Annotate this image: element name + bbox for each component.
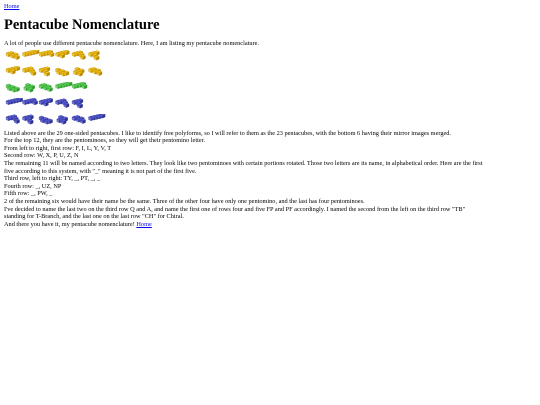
text-line-6: Third row, left to right: TY, _, PT, _, _ [4, 175, 101, 183]
pentacube-piece [39, 50, 54, 57]
text-line-2: For the top 12, they are the pentominoes, so they will get their pentomino letter. [4, 137, 205, 145]
closing-text: And there you have it, my pentacube nomenclature! [4, 220, 135, 228]
text-line-10: I've decided to name the last two on the third row Q and A, and name the first one of rows four and five FP and PF accordingly. I named the second from the left on the third row "TB" standing for T-Branch, and the last one on the last row "CH" for Chiral. [4, 205, 466, 221]
pentacube-piece [56, 82, 73, 89]
pentacube-piece [89, 50, 100, 60]
text-line-5: The remaining 11 will be named according to two letters. They look like two pentominoes with certain portions rotated. Those two letters are its name, in alphabetical order. Here are the first five according to this system, with "_" meaning it is not part of the first five. [4, 159, 483, 175]
text-line-11 [4, 221, 540, 229]
pentacube-piece [89, 67, 103, 75]
pentacube-piece [73, 67, 84, 76]
pentacube-row-3 [4, 82, 540, 98]
text-line-9: 2 of the remaining six would have their name be the same. Three of the other four have only one pentomino, and the last has four pentominoes. [4, 197, 365, 205]
pentacube-piece [39, 115, 53, 123]
pentacube-piece [6, 114, 20, 123]
text-line-7: Fourth row: _, UZ, NP [4, 182, 62, 190]
pentacube-piece [72, 115, 86, 123]
pentacube-piece [56, 50, 70, 58]
pentacube-row-1 [4, 50, 540, 66]
pentacube-piece [39, 83, 53, 91]
pentacube-piece [23, 98, 38, 105]
home-link-bottom[interactable]: Home [136, 220, 152, 228]
pentacube-piece [23, 50, 40, 57]
nomenclature-text [4, 130, 540, 229]
pentacube-row-2 [4, 66, 540, 82]
pentacube-piece [56, 98, 70, 107]
pentacube-piece [24, 83, 35, 92]
pentacube-row-5 [4, 114, 540, 130]
pentacube-piece [89, 114, 106, 121]
pentacube-piece [23, 66, 37, 75]
home-link-top[interactable]: Home [4, 3, 20, 10]
pentacube-piece [6, 66, 20, 74]
pentacube-piece [57, 115, 68, 124]
text-line-8: Fifth row: _, PW, _ [4, 190, 53, 198]
pentacube-row-3-image [4, 82, 114, 98]
intro-text: A lot of people use different pentacube nomenclature. Here, I am listing my pentacube nomenclature. [4, 40, 259, 47]
pentacube-row-4-image [4, 98, 114, 114]
pentacube-piece [39, 98, 53, 106]
pentacube-piece [72, 82, 87, 89]
pentacube-image-grid [4, 50, 540, 130]
pentacube-piece [72, 50, 86, 59]
pentacube-row-2-image [4, 66, 114, 82]
pentacube-row-5-image [4, 114, 114, 130]
page-title: Pentacube Nomenclature [4, 17, 160, 33]
text-line-4: Second row: W, X, P, U, Z, N [4, 152, 79, 160]
pentacube-piece [56, 67, 70, 75]
pentacube-row-1-image [4, 50, 114, 66]
text-line-1: Listed above are the 29 one-sided pentacubes. I like to identify free polyforms, so I will refer to them as the 23 pentacubes, with the bottom 6 having their mirror images merged. [4, 129, 452, 137]
text-line-3: From left to right, first row: F, I, L, Y, V, T [4, 144, 112, 152]
pentacube-piece [6, 51, 20, 59]
pentacube-piece [72, 98, 83, 108]
pentacube-piece [6, 83, 20, 91]
pentacube-piece [23, 114, 34, 124]
pentacube-row-4 [4, 98, 540, 114]
pentacube-piece [39, 66, 50, 76]
pentacube-piece [6, 98, 23, 105]
